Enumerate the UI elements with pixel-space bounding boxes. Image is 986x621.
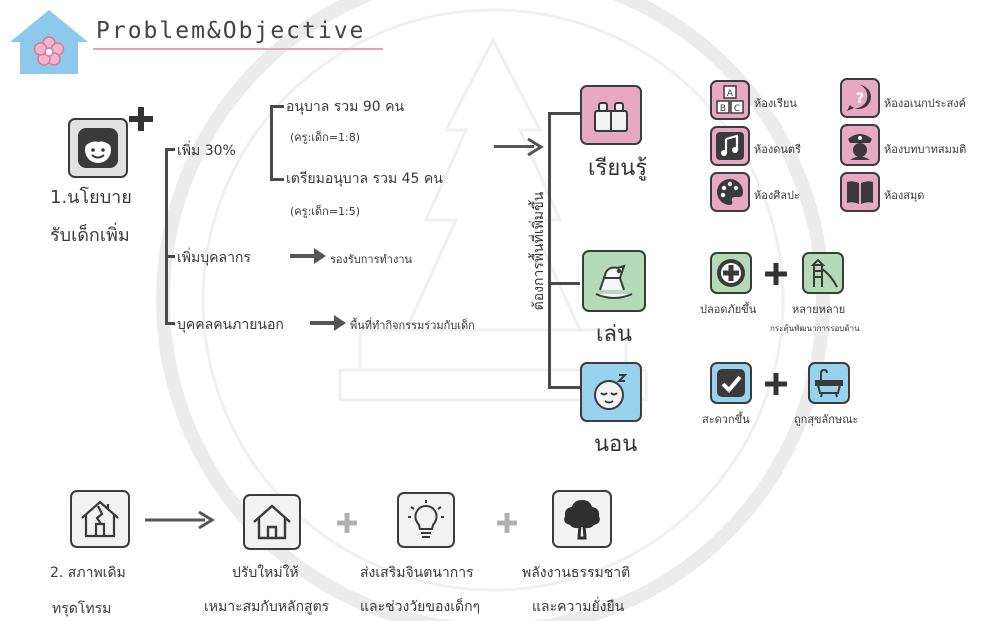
- arrow-right-icon: [310, 315, 346, 331]
- play-label: เล่น: [596, 322, 633, 347]
- house-icon: [243, 494, 301, 550]
- arrow-long-icon: [494, 138, 544, 156]
- kindergarten-ratio: (ครู:เด็ก=1:8): [290, 131, 361, 144]
- library-label: ห้องสมุด: [884, 189, 925, 202]
- needs-bracket-mid: [548, 282, 580, 285]
- tree-branch-staff: [165, 255, 175, 258]
- imagination-line1: ส่งเสริมจินตนาการ: [360, 565, 474, 581]
- increase-label: เพิ่ม 30%: [177, 143, 236, 159]
- header-home-flower-icon: [8, 8, 90, 76]
- sleep-label: นอน: [594, 432, 638, 457]
- arrow-long-icon: [145, 510, 215, 530]
- outsiders-result: พื้นที่ทำกิจกรรมร่วมกับเด็ก: [350, 319, 475, 332]
- plus-icon: [764, 262, 788, 286]
- variety-note: กระตุ้นพัฒนาการรอบด้าน: [770, 324, 860, 333]
- music-note-icon: [710, 126, 750, 166]
- tree-branch-outsiders: [165, 322, 175, 325]
- safer-label: ปลอดภัยขึ้น: [700, 303, 757, 316]
- playground-slide-icon: [802, 252, 844, 294]
- svg-text:A: A: [726, 89, 734, 99]
- child-face-icon: [68, 118, 128, 178]
- kindergarten-label: อนุบาล รวม 90 คน: [286, 99, 405, 115]
- policy-label-line1: 1.นโยบาย: [50, 187, 132, 208]
- lightbulb-icon: [397, 492, 455, 548]
- plus-icon: [496, 512, 518, 534]
- hygienic-label: ถูกสุขลักษณะ: [794, 413, 859, 426]
- policy-label-line2: รับเด็กเพิ่ม: [50, 225, 130, 246]
- svg-text:B: B: [719, 104, 727, 114]
- plus-icon: [128, 106, 154, 132]
- bathtub-icon: [808, 362, 850, 404]
- nature-line2: และความยั่งยืน: [532, 599, 625, 615]
- roleplay-label: ห้องบทบาทสมมติ: [884, 143, 967, 156]
- renovate-line2: เหมาะสมกับหลักสูตร: [204, 599, 330, 615]
- existing-label-line1: 2. สภาพเดิม: [50, 565, 126, 581]
- title-underline: [93, 48, 383, 50]
- nature-line1: พลังงานธรรมชาติ: [522, 565, 631, 581]
- book-icon: [840, 172, 880, 212]
- abc-blocks-icon: [710, 80, 750, 120]
- plus-icon: [764, 372, 788, 396]
- plus-circle-icon: [710, 252, 752, 294]
- convenient-label: สะดวกขึ้น: [702, 413, 750, 426]
- page-title: Problem&Objective: [96, 18, 366, 44]
- rocking-horse-icon: [582, 250, 646, 312]
- classroom-label: ห้องเรียน: [754, 97, 797, 110]
- broken-house-icon: [70, 490, 130, 548]
- palette-icon: [710, 172, 750, 212]
- tree-icon: [552, 490, 612, 548]
- needs-bracket-bottom: [548, 386, 580, 389]
- variety-label: หลายหลาย: [792, 303, 846, 316]
- police-cap-icon: [840, 124, 880, 166]
- existing-label-line2: ทรุดโทรม: [52, 601, 112, 617]
- pre-kindergarten-ratio: (ครู:เด็ก=1:5): [290, 205, 361, 218]
- needs-bracket-top: [548, 112, 580, 115]
- outsiders-label: บุคคลคนภายนอก: [177, 317, 284, 333]
- learn-label: เรียนรู้: [588, 156, 648, 181]
- svg-text:?: ?: [855, 91, 865, 107]
- multipurpose-label: ห้องอเนกประสงค์: [884, 97, 967, 110]
- needs-vertical-label: ต้องการพื้นที่เพิ่มขึ้น: [531, 191, 547, 311]
- svg-text:C: C: [733, 104, 741, 114]
- plus-icon: [336, 512, 358, 534]
- tree-branch-increase: [165, 148, 175, 151]
- renovate-line1: ปรับใหม่ให้: [232, 565, 299, 581]
- tree-trunk: [165, 148, 168, 324]
- sub-branch-bottom: [270, 178, 284, 181]
- sub-branch-top: [270, 105, 284, 108]
- sub-tree-trunk: [270, 105, 273, 180]
- question-bubble-icon: [840, 78, 880, 118]
- imagination-line2: และช่วงวัยของเด็กๆ: [360, 599, 481, 615]
- sleeping-baby-icon: [580, 362, 642, 422]
- building-blocks-icon: [580, 85, 642, 145]
- add-staff-label: เพิ่มบุคลากร: [177, 250, 251, 266]
- checkmark-icon: [710, 362, 752, 404]
- pre-kindergarten-label: เตรียมอนุบาล รวม 45 คน: [286, 171, 443, 187]
- art-label: ห้องศิลปะ: [754, 189, 800, 202]
- music-label: ห้องดนตรี: [754, 143, 801, 156]
- add-staff-result: รองรับการทำงาน: [330, 253, 413, 266]
- arrow-right-icon: [290, 248, 326, 264]
